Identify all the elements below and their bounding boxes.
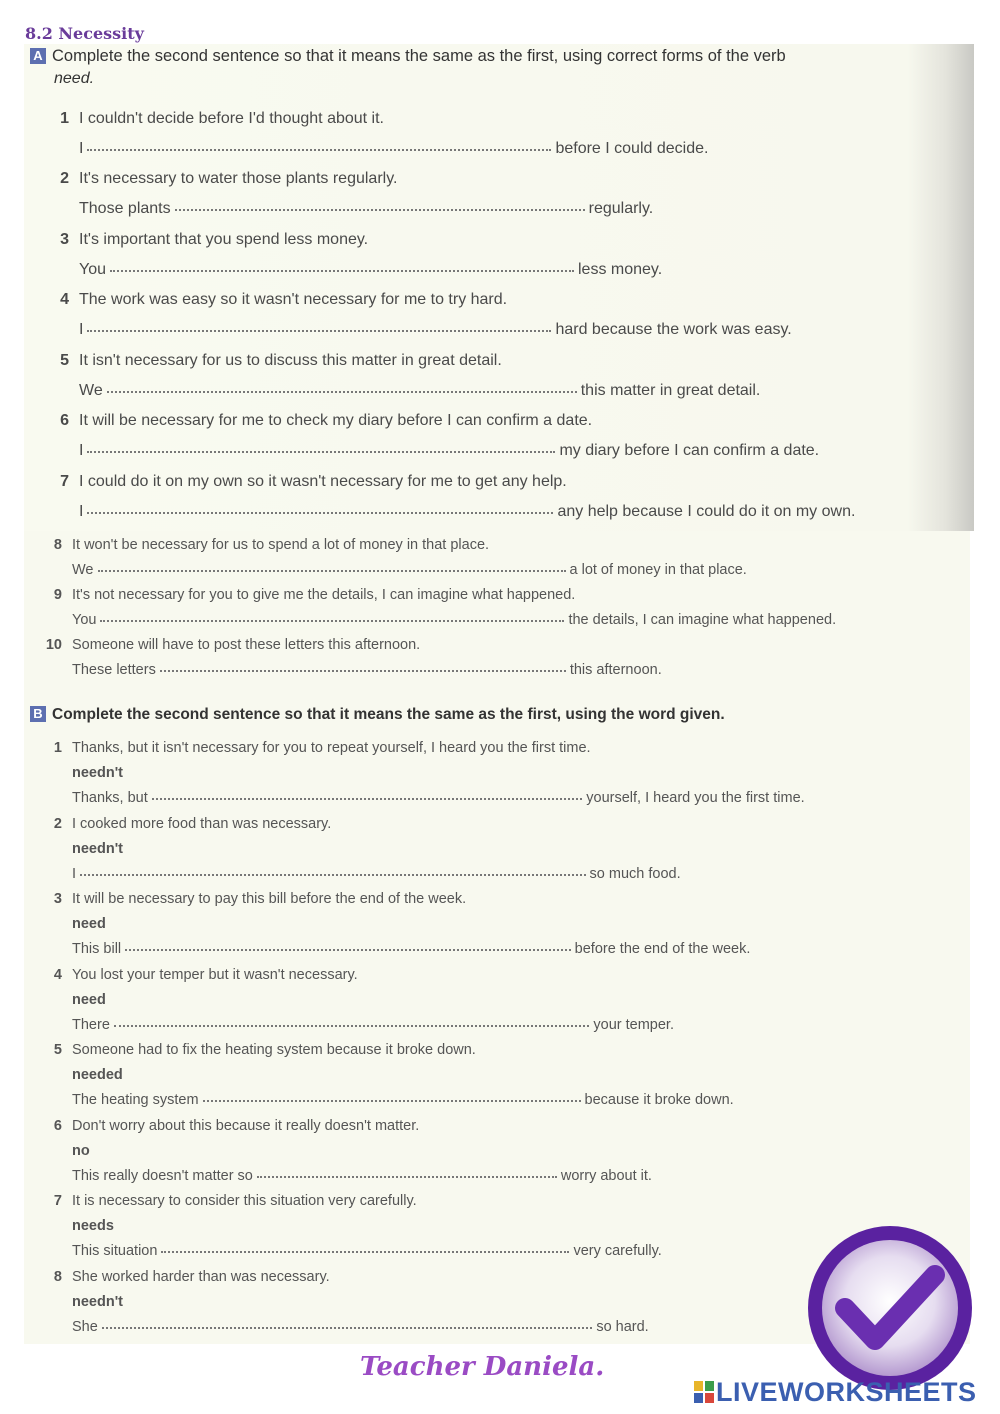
- item-number: 1: [53, 740, 62, 756]
- answer-start: You: [79, 261, 106, 278]
- item-number: 5: [60, 352, 69, 369]
- teacher-signature: Teacher Daniela.: [360, 1352, 605, 1382]
- answer-end: your temper.: [593, 1017, 674, 1033]
- question-text: Don't worry about this because it really doesn't matter.: [72, 1118, 420, 1134]
- item-number: 7: [53, 1193, 62, 1209]
- answer-line: [79, 442, 819, 460]
- item-number: 6: [60, 412, 69, 429]
- answer-start: Thanks, but: [72, 790, 148, 806]
- answer-end: before the end of the week.: [574, 941, 751, 957]
- answer-line: [72, 1017, 674, 1033]
- answer-blank[interactable]: [87, 512, 553, 514]
- answer-line: [72, 612, 836, 628]
- item-number: 8: [53, 1269, 62, 1285]
- answer-line: [79, 321, 792, 339]
- answer-end: less money.: [578, 261, 663, 278]
- question-text: It is necessary to consider this situation very carefully.: [72, 1193, 417, 1209]
- answer-blank[interactable]: [87, 451, 555, 453]
- answer-start: The heating system: [72, 1092, 199, 1108]
- section-title: 8.2 Necessity: [25, 24, 144, 43]
- answer-start: She: [72, 1319, 98, 1335]
- answer-line: [72, 1243, 662, 1259]
- answer-blank[interactable]: [102, 1327, 593, 1329]
- answer-end: so much food.: [589, 866, 681, 882]
- answer-line: [79, 140, 708, 158]
- keyword: needn't: [72, 841, 123, 857]
- answer-line: [72, 866, 681, 882]
- question-text: She worked harder than was necessary.: [72, 1269, 330, 1285]
- answer-blank[interactable]: [114, 1025, 590, 1027]
- answer-start: I: [79, 442, 84, 459]
- answer-end: this afternoon.: [569, 662, 662, 678]
- answer-blank[interactable]: [107, 391, 577, 393]
- question-text: Someone had to fix the heating system because it broke down.: [72, 1042, 476, 1058]
- item-number: 5: [53, 1042, 62, 1058]
- item-number: 6: [53, 1118, 62, 1134]
- keyword: needn't: [72, 765, 123, 781]
- part-b-instruction: B Complete the second sentence so that it means the same as the first, using the word given.: [30, 706, 725, 724]
- question-text: It's not necessary for you to give me the details, I can imagine what happened.: [72, 587, 576, 603]
- answer-end: any help because I could do it on my own.: [557, 503, 856, 520]
- item-number: 3: [53, 891, 62, 907]
- item-number: 2: [60, 170, 69, 187]
- question-text: I couldn't decide before I'd thought about it.: [79, 110, 384, 127]
- answer-line: [79, 261, 662, 279]
- answer-start: There: [72, 1017, 110, 1033]
- answer-line: [72, 1168, 652, 1184]
- answer-end: so hard.: [596, 1319, 649, 1335]
- part-a-instruction-line2: need.: [54, 70, 95, 87]
- answer-end: very carefully.: [573, 1243, 662, 1259]
- keyword: needn't: [72, 1294, 123, 1310]
- answer-line: [72, 562, 747, 578]
- answer-blank[interactable]: [80, 874, 586, 876]
- answer-start: I: [79, 140, 84, 157]
- item-number: 4: [60, 291, 69, 308]
- item-number: 7: [60, 473, 69, 490]
- answer-end: a lot of money in that place.: [569, 562, 747, 578]
- question-text: Thanks, but it isn't necessary for you to repeat yourself, I heard you the first time.: [72, 740, 591, 756]
- answer-line: [79, 503, 855, 521]
- answer-start: These letters: [72, 662, 156, 678]
- question-text: I could do it on my own so it wasn't necessary for me to get any help.: [79, 473, 567, 490]
- answer-blank[interactable]: [110, 270, 574, 272]
- answer-blank[interactable]: [100, 620, 564, 622]
- liveworksheets-icon: [694, 1381, 714, 1403]
- answer-blank[interactable]: [160, 670, 566, 672]
- keyword: no: [72, 1143, 90, 1159]
- answer-end: before I could decide.: [555, 140, 709, 157]
- item-number: 3: [60, 231, 69, 248]
- answer-end: my diary before I can confirm a date.: [559, 442, 820, 459]
- question-text: The work was easy so it wasn't necessary for me to try hard.: [79, 291, 508, 308]
- answer-line: [72, 1319, 649, 1335]
- item-number: 1: [60, 110, 69, 127]
- check-icon: [800, 1220, 980, 1395]
- item-number: 2: [53, 816, 62, 832]
- answer-blank[interactable]: [203, 1100, 581, 1102]
- question-text: It's necessary to water those plants regularly.: [79, 170, 398, 187]
- answer-blank[interactable]: [98, 570, 566, 572]
- answer-blank[interactable]: [257, 1176, 557, 1178]
- answer-start: I: [72, 866, 77, 882]
- answer-start: I: [79, 503, 84, 520]
- answer-blank[interactable]: [152, 798, 583, 800]
- liveworksheets-logo: LIVEWORKSHEETS: [694, 1377, 977, 1408]
- question-text: It won't be necessary for us to spend a lot of money in that place.: [72, 537, 490, 553]
- answer-end: worry about it.: [560, 1168, 652, 1184]
- item-number: 8: [53, 537, 62, 553]
- part-a-instruction: A Complete the second sentence so that it means the same as the first, using correct forms of the verb: [30, 47, 786, 66]
- answer-start: This bill: [72, 941, 122, 957]
- question-text: Someone will have to post these letters this afternoon.: [72, 637, 421, 653]
- answer-start: We: [79, 382, 103, 399]
- part-a-badge: A: [30, 48, 46, 64]
- question-text: You lost your temper but it wasn't necessary.: [72, 967, 358, 983]
- item-number: 10: [45, 637, 62, 653]
- answer-start: We: [72, 562, 94, 578]
- answer-blank[interactable]: [125, 949, 571, 951]
- answer-start: I: [79, 321, 84, 338]
- answer-end: this matter in great detail.: [580, 382, 761, 399]
- answer-start: Those plants: [79, 200, 171, 217]
- answer-blank[interactable]: [175, 209, 585, 211]
- part-b-badge: B: [30, 706, 46, 722]
- item-number: 4: [53, 967, 62, 983]
- answer-blank[interactable]: [161, 1251, 569, 1253]
- answer-line: [79, 200, 653, 218]
- keyword: need: [72, 992, 106, 1008]
- answer-end: the details, I can imagine what happened.: [568, 612, 837, 628]
- answer-line: [72, 941, 750, 957]
- question-text: It's important that you spend less money.: [79, 231, 369, 248]
- answer-line: [72, 662, 662, 678]
- question-text: I cooked more food than was necessary.: [72, 816, 332, 832]
- keyword: needs: [72, 1218, 114, 1234]
- answer-start: This situation: [72, 1243, 158, 1259]
- answer-start: You: [72, 612, 97, 628]
- answer-end: yourself, I heard you the first time.: [586, 790, 805, 806]
- item-number: 9: [53, 587, 62, 603]
- answer-end: regularly.: [588, 200, 654, 217]
- answer-end: hard because the work was easy.: [555, 321, 792, 338]
- answer-line: [79, 382, 760, 400]
- question-text: It isn't necessary for us to discuss this matter in great detail.: [79, 352, 502, 369]
- answer-end: because it broke down.: [584, 1092, 734, 1108]
- question-text: It will be necessary to pay this bill before the end of the week.: [72, 891, 467, 907]
- answer-line: [72, 1092, 734, 1108]
- keyword: need: [72, 916, 106, 932]
- answer-line: [72, 790, 805, 806]
- question-text: It will be necessary for me to check my diary before I can confirm a date.: [79, 412, 593, 429]
- answer-start: This really doesn't matter so: [72, 1168, 253, 1184]
- answer-blank[interactable]: [87, 149, 551, 151]
- keyword: needed: [72, 1067, 123, 1083]
- answer-blank[interactable]: [87, 330, 551, 332]
